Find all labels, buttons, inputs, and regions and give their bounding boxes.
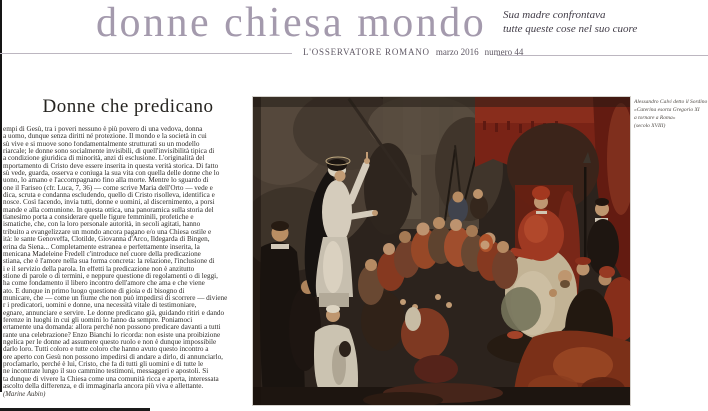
caption-line: (secolo XVIII) bbox=[634, 123, 666, 129]
body-line: rante una celebrazione? Enzo Bianchi lo ricorda: non esiste una proibizione bbox=[3, 331, 221, 339]
body-line: tribuito a evangelizzare un mondo ancora pagano e/o una Chiesa ostile e bbox=[3, 228, 212, 236]
body-line: mportamento di Cristo deve essere inserita in questa verità storica. Di fatto bbox=[3, 162, 219, 170]
body-line: ertamente una domanda: allora perché non possono predicare davanti a tutti bbox=[3, 324, 221, 332]
caption-line: «Caterina esorta Gregorio XI bbox=[634, 107, 700, 113]
publication-name: L'OSSERVATORE ROMANO bbox=[303, 47, 430, 57]
painting-canvas bbox=[253, 97, 630, 405]
body-line: empi di Gesù, tra i poveri nessuno è più povero di una vedova, donna bbox=[3, 126, 203, 133]
body-line: menicana Madeleine Fredell c'introduce nel cuore della predicazione bbox=[3, 250, 201, 258]
issue-date: marzo 2016 bbox=[435, 47, 479, 57]
body-line: i e il servizio della parola. In effetti la predicazione non è anzitutto bbox=[3, 265, 195, 273]
body-line: mande e alla comunione. In questa ottica, una panoramica sulla storia del bbox=[3, 206, 214, 214]
body-line: erina da Siena... Completamente estranea e perfettamente inserita, la bbox=[3, 243, 200, 251]
article-title: Donne che predicano bbox=[42, 96, 214, 117]
body-line: darlo loro. Tutti coloro e tutte coloro che hanno avuto questo incontro a bbox=[3, 346, 209, 354]
body-line: ascolto della differenza, e di immaginarla ancora più viva e allettante. bbox=[3, 383, 204, 391]
painting-image bbox=[253, 97, 630, 405]
body-line: ità: le sante Genoveffa, Clotilde, Giovanna d'Arco, Ildegarda di Bingen, bbox=[3, 236, 210, 244]
body-line: ngelica per le donne ad assumere questo ruolo e non è dunque impossibile bbox=[3, 338, 217, 346]
body-line: ne incontrate lungo il suo cammino testimoni, messaggeri e apostoli. Si bbox=[3, 368, 209, 376]
article-signature: (Marine Aubin) bbox=[3, 391, 46, 398]
motto-line-2: tutte queste cose nel suo cuore bbox=[503, 22, 638, 35]
body-line: a condizione giuridica di minorità, anzi di esclusione. L'originalità del bbox=[3, 155, 205, 163]
scan-edge-left bbox=[0, 0, 2, 392]
body-line: nosce. Così facendo, invia tutti, donne e uomini, al discernimento, a porsi bbox=[3, 199, 215, 207]
motto-line-1: Sua madre confrontava bbox=[503, 9, 606, 21]
body-line: stione di parole o di termini, e neppure questione di regolamenti o di leggi, bbox=[3, 272, 218, 280]
body-line: tianesimo porta a considerare quelle figure femminili, profetiche e bbox=[3, 214, 194, 222]
body-line: riarcale; le donne sono socialmente invisibili, di quell'invisibilità tipica di bbox=[3, 148, 215, 156]
body-line: ore aperto con Gesù non possono impedirsi di andare a dirlo, di annunciarlo, bbox=[3, 353, 223, 361]
issue-number: numero 44 bbox=[484, 47, 524, 57]
body-line: municare, che — come un fiume che non può impedirsi di scorrere — diviene bbox=[3, 294, 228, 302]
article-body bbox=[3, 126, 252, 390]
body-line: ato. È dunque in primo luogo questione di gioia e di bisogno di bbox=[3, 287, 185, 295]
masthead-rule-right bbox=[497, 55, 708, 56]
body-line: ismatiche, che, con la loro personale autorità, in secoli agitati, hanno bbox=[3, 221, 201, 229]
body-line: one il Fariseo (cfr. Luca, 7, 36) — come scrive Maria dell'Orto — vede e bbox=[3, 184, 213, 192]
body-line: proclamarlo, perché è lui, Cristo, che fa di tutti gli uomini e di tutte le bbox=[3, 361, 204, 368]
masthead-motto bbox=[503, 9, 693, 36]
body-line: ferenze in luoghi in cui gli uomini lo fanno da sempre. Poniamoci bbox=[3, 316, 193, 324]
masthead-title: donne chiesa mondo bbox=[96, 0, 487, 46]
body-line: r i predicatori, uomini e donne, una necessità vitale di testimoniare, bbox=[3, 302, 197, 310]
body-line: sù vede, guarda, osserva e coniuga la sua vita con quella delle donne che lo bbox=[3, 170, 220, 178]
body-line: ta dunque di vivere la Chiesa come una comunità ricca e aperta, interessata bbox=[3, 375, 219, 383]
body-line: a uomo, dunque senza diritti né protezione. Il mondo e la società in cui bbox=[3, 133, 207, 141]
issue-line bbox=[303, 47, 523, 57]
body-line: sù vive e si muove sono fondamentalmente strutturati su un modello bbox=[3, 140, 200, 148]
body-line: uono, lo amano e l'accompagnano fino alla morte. Mentre lo sguardo di bbox=[3, 177, 209, 185]
body-line: dica, scruta e condanna escludendo, quello di Cristo risolleva, identifica e bbox=[3, 192, 215, 200]
painting-caption bbox=[634, 98, 708, 130]
body-line: stiana, che è l'amore nella sua forma concreta: la relazione, l'inclusione di bbox=[3, 258, 215, 266]
body-line: ha come fondamento il libero incontro dell'amore che ama e che viene bbox=[3, 280, 205, 288]
body-line: egnare, annunciare e servire. Le donne predicano già, guidando ritiri e dando bbox=[3, 309, 225, 317]
caption-line: Alessandro Calvi detto il Sordino bbox=[634, 99, 708, 105]
caption-line: a tornare a Roma» bbox=[634, 115, 676, 121]
masthead-rule-left bbox=[0, 53, 292, 54]
